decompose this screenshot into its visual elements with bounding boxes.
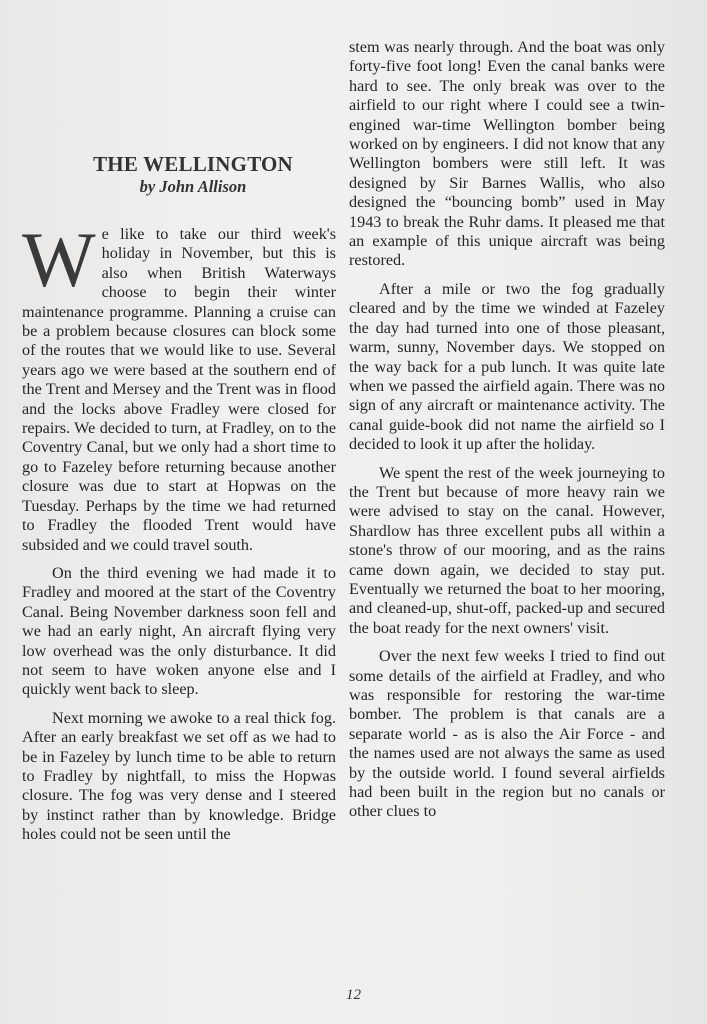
article-title: THE WELLINGTON (93, 152, 293, 176)
paragraph-3-continued: stem was nearly through. And the boat was only forty-five foot long! Even the canal banks were hard to see. The only break was over to the airfield to our right where I could see a twin-engined war-time Wellington bomber being worked on by engineers. I did not know that any Wellington bombers were still left. It was designed by Sir Barnes Wallis, who also designed the “bouncing bomb” used in May 1943 to break the Ruhr dams. It pleased me that an example of this unique aircraft was being restored. (349, 38, 665, 270)
paragraph-5: We spent the rest of the week journeying to the Trent but because of more heavy rain we were advised to stay on the canal. However, Shardlow has three excellent pubs all within a stone's throw of our mooring, and as the rains came down again, we decided to stay put. Eventually we returned the boat to her mooring, and cleaned-up, shut-off, packed-up and secured the boat ready for the next owners' visit. (349, 463, 665, 637)
paragraph-3: Next morning we awoke to a real thick fog. After an early breakfast we set off as we had to be in Fazeley by lunch time to be able to return to Fradley by nightfall, to miss the Hopwas closure. The fog was very dense and I steered by instinct rather than by knowledge. Bridge holes could not be seen until the (22, 708, 336, 844)
paragraph-1-text: e like to take our third week's holiday in November, but this is also when British Waterways choose to begin their winter maintenance programme. Planning a cruise can be a problem because closures can block some of the routes that we would like to use. Several years ago we were based at the southern end of the Trent and Mersey and the Trent was in flood and the locks above Fradley were closed for repairs. We decided to turn, at Fradley, on to the Coventry Canal, but we only had a short time to go to Fazeley before returning because another closure was due to start at Hopwas on the Tuesday. Perhaps by the time we had returned to Fradley the flooded Trent would have subsided and we could travel south. (22, 225, 336, 554)
page-number: 12 (346, 987, 361, 1003)
paragraph-4: After a mile or two the fog gradually cleared and by the time we winded at Fazeley the day had turned into one of those pleasant, warm, sunny, November days. We stopped on the way back for a pub lunch. It was quite late when we passed the airfield again. There was no sign of any aircraft or maintenance activity. The canal guide-book did not name the airfield so I decided to look it up after the holiday. (349, 279, 665, 454)
paragraph-1 (22, 216, 336, 555)
paragraph-2: On the third evening we had made it to Fradley and moored at the start of the Coventry Canal. Being November darkness soon fell and we had an early night, An aircraft flying very low overhead was the only disturbance. It did not seem to have woken anyone else and I quickly went back to sleep. (22, 563, 336, 699)
right-column (349, 38, 665, 831)
left-column (22, 152, 336, 854)
article-byline: by John Allison (139, 177, 247, 196)
paragraph-6: Over the next few weeks I tried to find out some details of the airfield at Fradley, and who was responsible for restoring the war-time bomber. The problem is that canals are a separate world - as is also the Air Force - and the names used are not always the same as used by the outside world. I found several airfields had been built in the region but no canals or other clues to (349, 647, 665, 821)
drop-cap: W (22, 216, 96, 303)
